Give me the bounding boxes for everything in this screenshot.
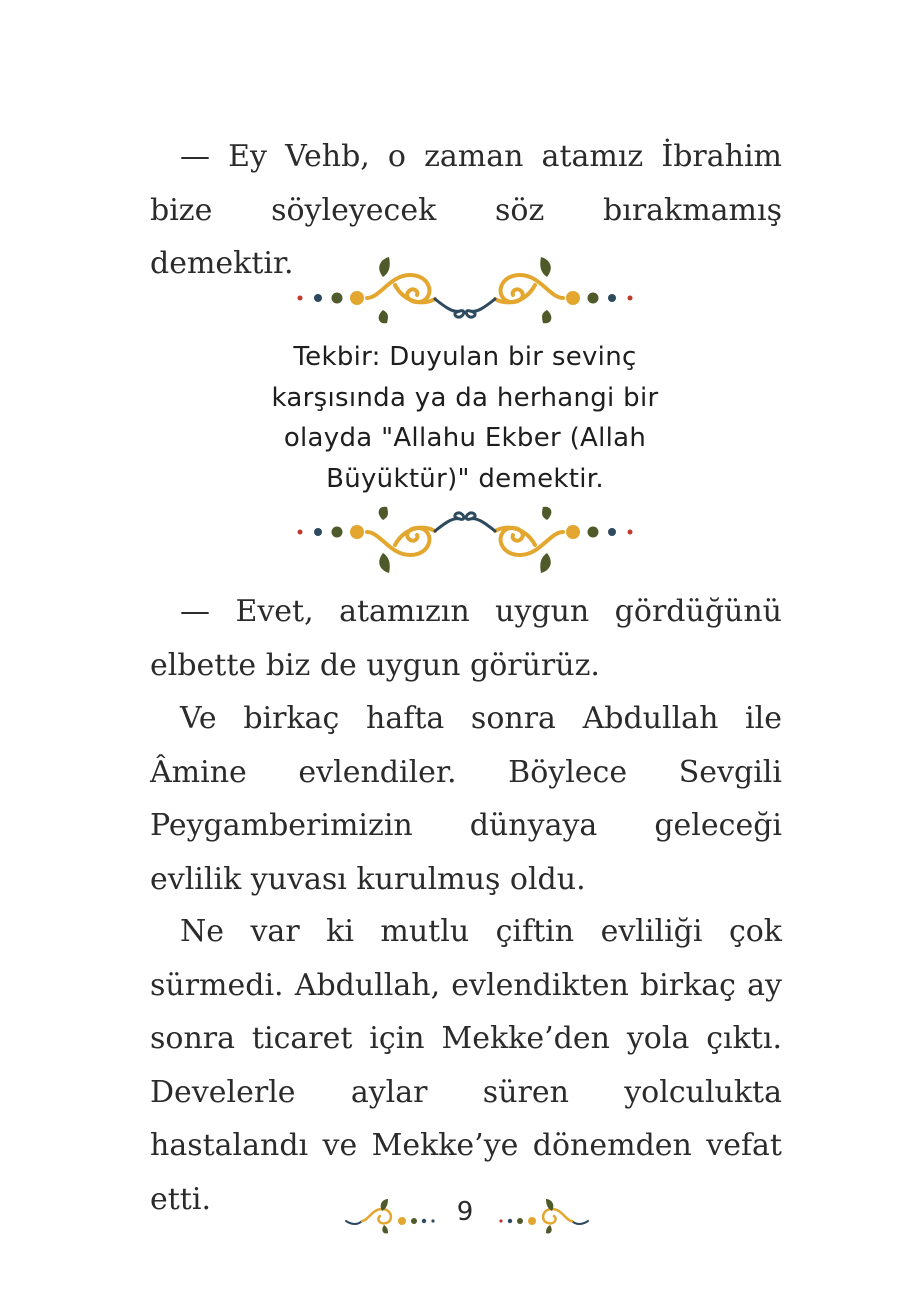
ornament-dots-right	[566, 291, 633, 305]
note-line-1: Tekbir: Duyulan bir sevinç	[293, 342, 637, 372]
paragraph-3: Ve birkaç hafta sonra Abdullah ile Âmine evlendiler. Böylece Sevgili Peygamberimizin dünyaya geleceği evlilik yuvası kurulmuş oldu.	[150, 701, 782, 897]
ornament-dots-left	[298, 291, 365, 305]
note-line-4: Büyüktür)" demektir.	[326, 463, 604, 494]
note-line-2: karşısında ya da herhangi bir	[271, 382, 659, 413]
floral-ornament-icon	[295, 255, 635, 325]
note-line-3: olayda "Allahu Ekber (Allah	[283, 423, 647, 453]
paragraph-1: — Ey Vehb, o zaman atamız İbrahim bize söyleyecek söz bırakmamış demektir.	[150, 139, 782, 281]
ornament-dots-left	[298, 525, 365, 539]
footer-ornament-left-icon	[342, 1195, 442, 1235]
page-number: 9	[456, 1197, 474, 1227]
floral-ornament-icon	[295, 505, 635, 575]
page-footer	[0, 1195, 900, 1235]
tekbir-note	[250, 337, 680, 499]
paragraph-4: Ne var ki mutlu çiftin evliliği çok sürmedi. Abdullah, evlendikten birkaç ay sonra ticaret için Mekke’den yola çıktı. Develerle aylar süren yolculukta hastalandı ve Mekke’ye dönemden vefat etti.	[150, 914, 782, 1217]
footer-ornament-right-icon	[492, 1195, 592, 1235]
paragraph-2: — Evet, atamızın uygun gördüğünü elbette biz de uygun görürüz.	[150, 594, 782, 683]
ornament-dots-right	[566, 525, 633, 539]
